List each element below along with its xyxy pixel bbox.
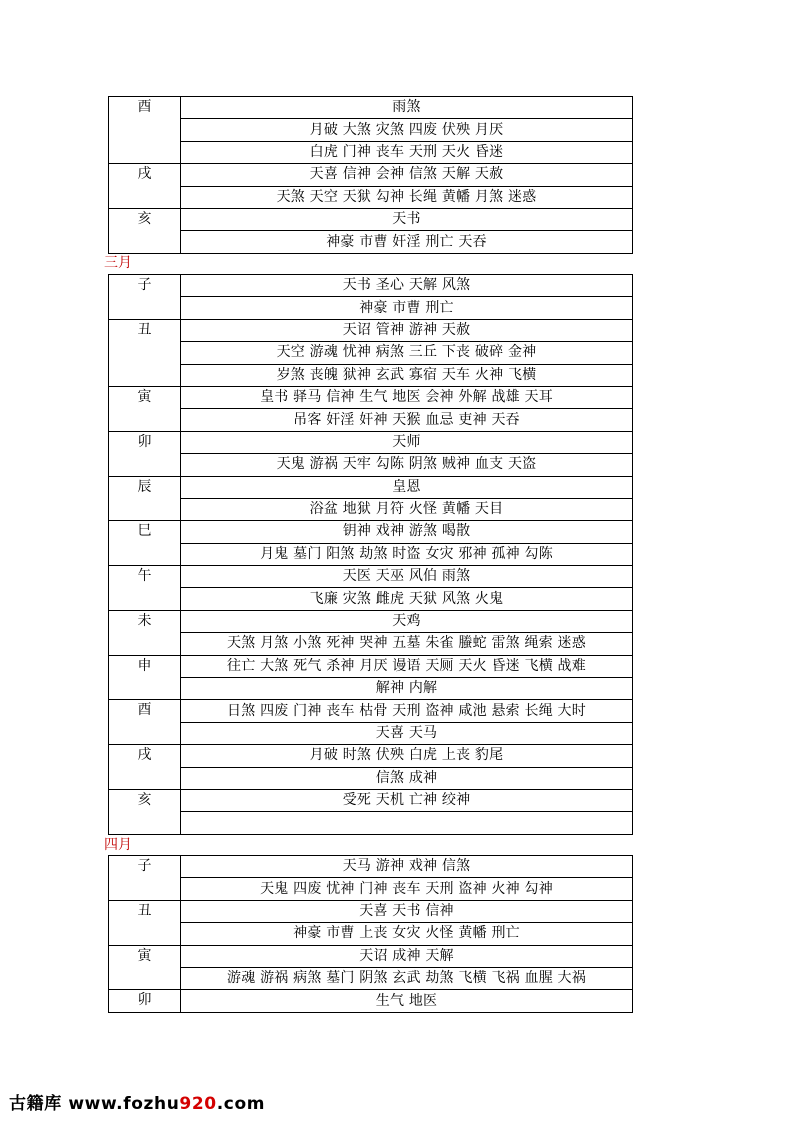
spirit-list-cell: 钥神 戏神 游煞 喝散 [181, 521, 633, 543]
footer-site-highlight: 920 [179, 1094, 217, 1114]
table-row [109, 722, 633, 744]
spirit-list-cell: 天鬼 游祸 天牢 勾陈 阴煞 贼神 血支 天盗 [181, 454, 633, 476]
table-row [109, 900, 633, 922]
almanac-table-1 [108, 274, 633, 835]
table-row [109, 141, 633, 163]
section-block-2 [108, 855, 633, 1013]
footer-brand: 古籍库 [9, 1094, 62, 1114]
table-row [109, 431, 633, 453]
spirit-list-cell: 天鬼 四废 忧神 门神 丧车 天刑 盗神 火神 勾神 [181, 878, 633, 900]
spirit-list-cell: 天喜 信神 会神 信煞 天解 天赦 [181, 164, 633, 186]
earthly-branch-cell: 午 [109, 566, 181, 611]
earthly-branch-cell: 亥 [109, 208, 181, 253]
spirit-list-cell [181, 812, 633, 834]
table-row [109, 119, 633, 141]
table-row [109, 386, 633, 408]
spirit-list-cell: 雨煞 [181, 97, 633, 119]
earthly-branch-cell: 卯 [109, 431, 181, 476]
month-heading-april: 四月 [104, 837, 132, 853]
table-row [109, 633, 633, 655]
earthly-branch-cell: 未 [109, 610, 181, 655]
footer-site-suffix: .com [216, 1094, 266, 1114]
table-row [109, 967, 633, 989]
table-row [109, 789, 633, 811]
spirit-list-cell: 天诏 成神 天解 [181, 945, 633, 967]
spirit-list-cell: 吊客 奸淫 奸神 天猴 血忌 吏神 天吞 [181, 409, 633, 431]
table-row [109, 364, 633, 386]
table-row [109, 945, 633, 967]
spirit-list-cell: 月破 时煞 伏殃 白虎 上丧 豹尾 [181, 745, 633, 767]
spirit-list-cell: 天诏 管神 游神 天赦 [181, 319, 633, 341]
site-footer [9, 1089, 265, 1114]
earthly-branch-cell: 戌 [109, 164, 181, 209]
spirit-list-cell: 天煞 天空 天狱 勾神 长绳 黄幡 月煞 迷惑 [181, 186, 633, 208]
earthly-branch-cell: 酉 [109, 97, 181, 164]
footer-site-link[interactable] [68, 1094, 265, 1114]
spirit-list-cell: 神豪 市曹 上丧 女灾 火怪 黄幡 刑亡 [181, 923, 633, 945]
spirit-list-cell: 天书 [181, 208, 633, 230]
spirit-list-cell: 神豪 市曹 奸淫 刑亡 天吞 [181, 231, 633, 253]
spirit-list-cell: 信煞 成神 [181, 767, 633, 789]
spirit-list-cell: 天煞 月煞 小煞 死神 哭神 五墓 朱雀 螣蛇 雷煞 绳索 迷惑 [181, 633, 633, 655]
spirit-list-cell: 皇恩 [181, 476, 633, 498]
table-row [109, 275, 633, 297]
spirit-list-cell: 神豪 市曹 刑亡 [181, 297, 633, 319]
section-block-0 [108, 96, 633, 254]
earthly-branch-cell: 戌 [109, 745, 181, 790]
almanac-table-0 [108, 96, 633, 254]
earthly-branch-cell: 巳 [109, 521, 181, 566]
table-row [109, 856, 633, 878]
earthly-branch-cell: 申 [109, 655, 181, 700]
spirit-list-cell: 天鸡 [181, 610, 633, 632]
spirit-list-cell: 飞廉 灾煞 雌虎 天狱 风煞 火鬼 [181, 588, 633, 610]
table-row [109, 655, 633, 677]
footer-site-prefix: www.fozhu [68, 1094, 180, 1114]
table-row [109, 990, 633, 1012]
table-row [109, 297, 633, 319]
spirit-list-cell: 皇书 驿马 信神 生气 地医 会神 外解 战雄 天耳 [181, 386, 633, 408]
almanac-table-2 [108, 855, 633, 1013]
section-block-1 [108, 274, 633, 835]
table-row [109, 342, 633, 364]
table-row [109, 164, 633, 186]
table-row [109, 454, 633, 476]
month-heading-march: 三月 [104, 255, 132, 271]
spirit-list-cell: 天马 游神 戏神 信煞 [181, 856, 633, 878]
table-row [109, 521, 633, 543]
spirit-list-cell: 天师 [181, 431, 633, 453]
spirit-list-cell: 日煞 四废 门神 丧车 枯骨 天刑 盗神 咸池 悬索 长绳 大时 [181, 700, 633, 722]
table-row [109, 476, 633, 498]
table-row [109, 610, 633, 632]
table-row [109, 543, 633, 565]
table-row [109, 498, 633, 520]
earthly-branch-cell: 寅 [109, 386, 181, 431]
spirit-list-cell: 月破 大煞 灾煞 四废 伏殃 月厌 [181, 119, 633, 141]
spirit-list-cell: 岁煞 丧魄 狱神 玄武 寡宿 天车 火神 飞横 [181, 364, 633, 386]
table-row [109, 231, 633, 253]
spirit-list-cell: 受死 天机 亡神 绞神 [181, 789, 633, 811]
spirit-list-cell: 白虎 门神 丧车 天刑 天火 昏迷 [181, 141, 633, 163]
spirit-list-cell: 生气 地医 [181, 990, 633, 1012]
table-row [109, 700, 633, 722]
table-row [109, 566, 633, 588]
spirit-list-cell: 游魂 游祸 病煞 墓门 阴煞 玄武 劫煞 飞横 飞祸 血腥 大祸 [181, 967, 633, 989]
earthly-branch-cell: 辰 [109, 476, 181, 521]
spirit-list-cell: 月鬼 墓门 阳煞 劫煞 时盗 女灾 邪神 孤神 勾陈 [181, 543, 633, 565]
earthly-branch-cell: 丑 [109, 319, 181, 386]
earthly-branch-cell: 子 [109, 856, 181, 901]
table-row [109, 812, 633, 834]
earthly-branch-cell: 酉 [109, 700, 181, 745]
table-row [109, 208, 633, 230]
spirit-list-cell: 天空 游魂 忧神 病煞 三丘 下丧 破碎 金神 [181, 342, 633, 364]
spirit-list-cell: 天书 圣心 天解 风煞 [181, 275, 633, 297]
earthly-branch-cell: 亥 [109, 789, 181, 834]
spirit-list-cell: 天喜 天马 [181, 722, 633, 744]
spirit-list-cell: 往亡 大煞 死气 杀神 月厌 谩语 天厕 天火 昏迷 飞横 战难 [181, 655, 633, 677]
earthly-branch-cell: 子 [109, 275, 181, 320]
earthly-branch-cell: 寅 [109, 945, 181, 990]
spirit-list-cell: 浴盆 地狱 月符 火怪 黄幡 天目 [181, 498, 633, 520]
table-row [109, 97, 633, 119]
spirit-list-cell: 解神 内解 [181, 678, 633, 700]
table-row [109, 319, 633, 341]
earthly-branch-cell: 卯 [109, 990, 181, 1012]
table-row [109, 678, 633, 700]
table-row [109, 767, 633, 789]
table-row [109, 409, 633, 431]
spirit-list-cell: 天喜 天书 信神 [181, 900, 633, 922]
earthly-branch-cell: 丑 [109, 900, 181, 945]
spirit-list-cell: 天医 天巫 风伯 雨煞 [181, 566, 633, 588]
table-row [109, 878, 633, 900]
table-row [109, 745, 633, 767]
table-row [109, 923, 633, 945]
table-row [109, 588, 633, 610]
table-row [109, 186, 633, 208]
